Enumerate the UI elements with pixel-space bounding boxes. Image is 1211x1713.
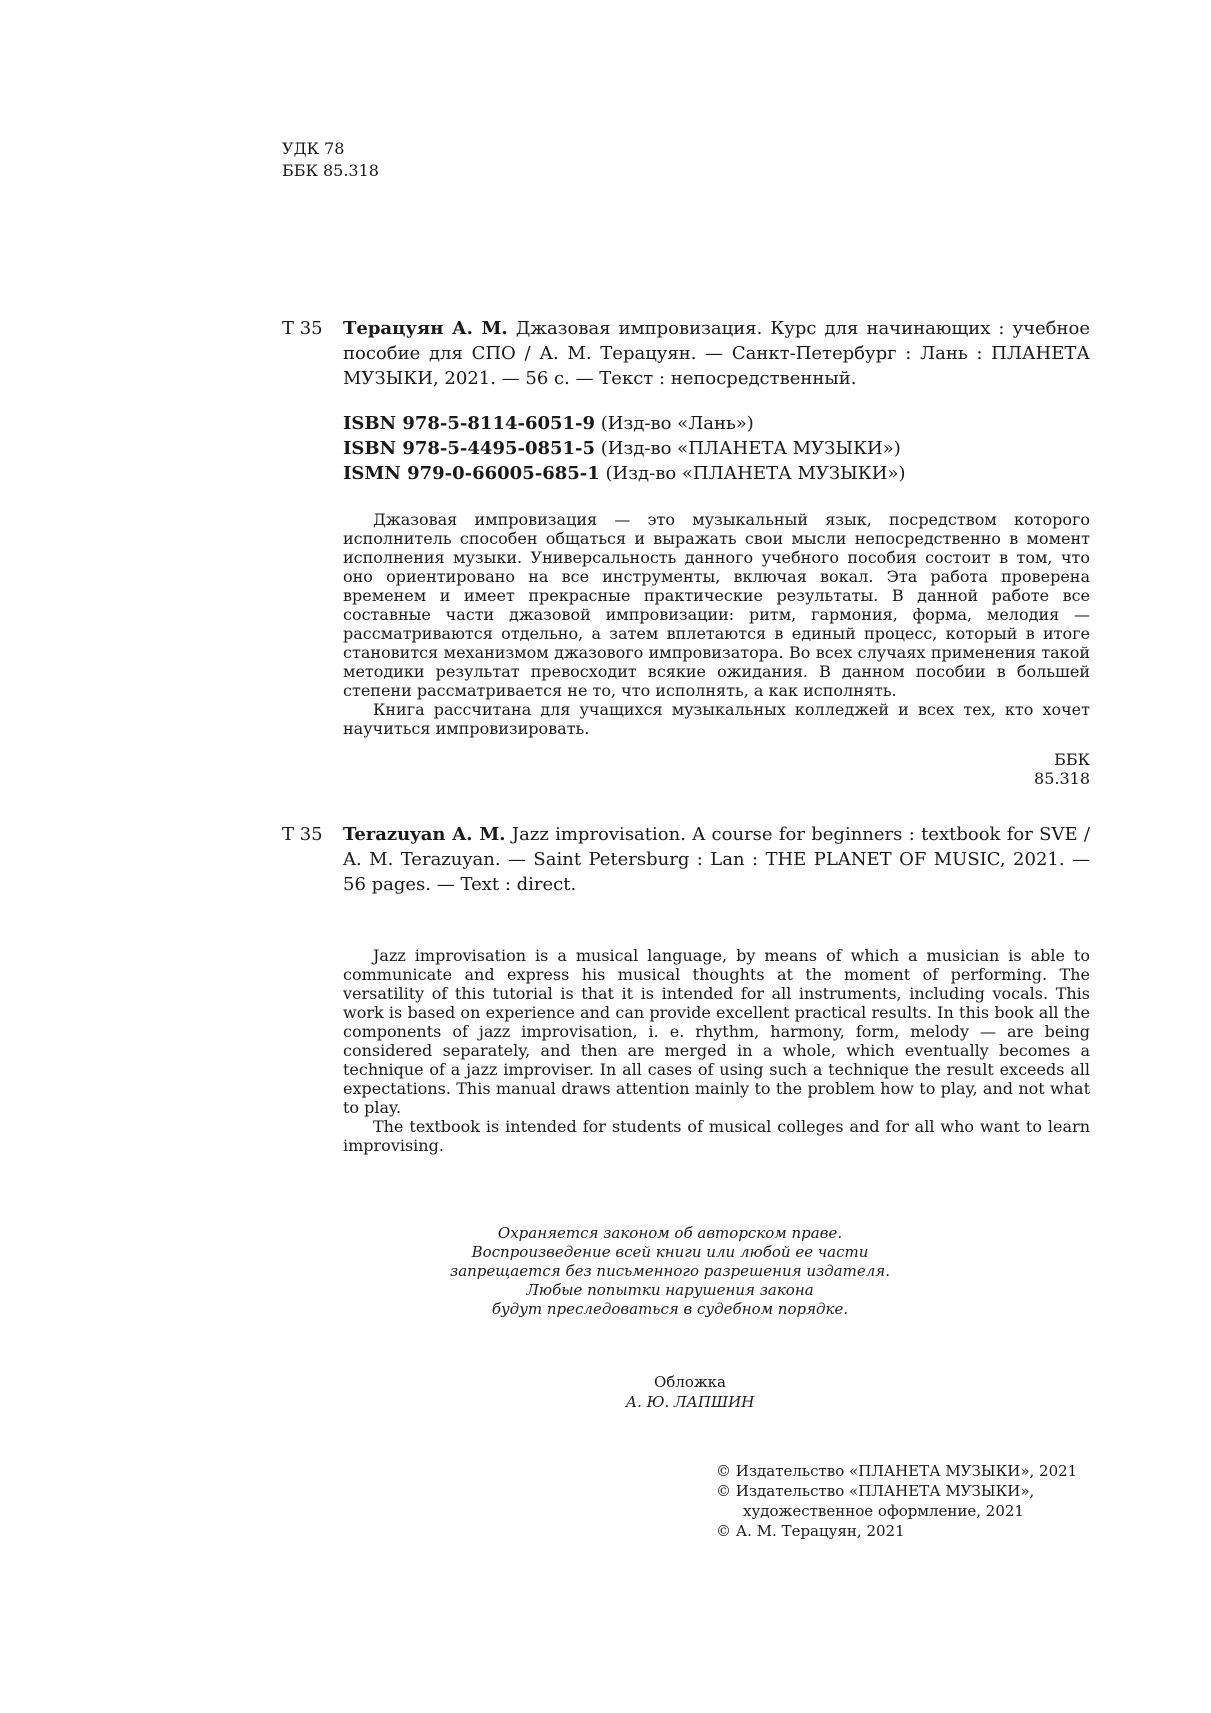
en-abstract (343, 946, 1090, 1155)
isbn-publisher: (Изд-во «ПЛАНЕТА МУЗЫКИ») (595, 438, 901, 459)
notice-line: Любые попытки нарушения закона (526, 1281, 814, 1299)
ru-bibliographic-entry (343, 316, 1090, 391)
isbn-publisher: (Изд-во «Лань») (595, 413, 754, 434)
isbn-line (343, 411, 905, 436)
ru-entry-text: Джазовая импровизация. Курс для начинающих : учебное пособие для СПО / А. М. Терацуян. — Санкт-Петербург : Лань : ПЛАНЕТА МУЗЫКИ, 2021. — 56 с. — Текст : непосредственный. (343, 318, 1090, 389)
en-author-code: Т 35 (282, 824, 323, 845)
ru-author-code: Т 35 (282, 318, 323, 339)
en-abstract-paragraph: The textbook is intended for students of musical colleges and for all who want to learn improvising. (343, 1117, 1090, 1155)
ismn-line (343, 461, 905, 486)
isbn-line (343, 436, 905, 461)
en-abstract-paragraph: Jazz improvisation is a musical language, by means of which a musician is able to communicate and express his musical thoughts at the moment of performing. The versatility of this tutorial is that it is intended for all instruments, including vocals. This work is based on experience and can provide excellent practical results. In this book all the components of jazz improvisation, i. e. rhythm, harmony, form, melody — are being considered separately, and then are merged in a whole, which eventually becomes a technique of a jazz improviser. In all cases of using such a technique the result exceeds all expectations. This manual draws attention mainly to the problem how to play, and not what to play. (343, 946, 1090, 1117)
notice-line: будут преследоваться в судебном порядке. (491, 1300, 849, 1318)
en-author-name: Terazuyan A. M. (343, 824, 506, 845)
udk-code: УДК 78 (282, 139, 345, 158)
ru-abstract-paragraph: Книга рассчитана для учащихся музыкальных колледжей и всех тех, кто хочет научиться импровизировать. (343, 700, 1090, 738)
notice-line: запрещается без письменного разрешения издателя. (450, 1262, 890, 1280)
cover-designer: А. Ю. ЛАПШИН (625, 1393, 755, 1411)
copyright-block (716, 1461, 1077, 1541)
isbn-code: ISBN 978-5-4495-0851-5 (343, 438, 596, 459)
notice-line: Воспроизведение всей книги или любой ее части (471, 1243, 869, 1261)
isbn-list (343, 411, 905, 486)
ru-author-name: Терацуян А. М. (343, 318, 508, 339)
en-bibliographic-entry (343, 822, 1090, 897)
en-entry-text: Jazz improvisation. A course for beginners : textbook for SVE / A. M. Terazuyan. — Saint Petersburg : Lan : THE PLANET OF MUSIC, 2021. — 56 pages. — Text : direct. (343, 824, 1090, 895)
ru-abstract (343, 510, 1090, 738)
isbn-code: ISBN 978-5-8114-6051-9 (343, 413, 596, 434)
bbk-code-right: ББК 85.318 (1034, 750, 1090, 788)
copyright-line: © Издательство «ПЛАНЕТА МУЗЫКИ», 2021 (716, 1462, 1078, 1480)
copyright-notice (430, 1224, 910, 1319)
bbk-code: ББК 85.318 (282, 161, 379, 180)
ismn-code: ISMN 979-0-66005-685-1 (343, 463, 600, 484)
notice-line: Охраняется законом об авторском праве. (497, 1224, 843, 1242)
ru-abstract-paragraph: Джазовая импровизация — это музыкальный язык, посредством которого исполнитель способен общаться и выражать свои мысли непосредственно в момент исполнения музыки. Универсальность данного учебного пособия состоит в том, что оно ориентировано на все инструменты, включая вокал. Эта работа проверена временем и имеет прекрасные практические результаты. В данной работе все составные части джазовой импровизации: ритм, гармония, форма, мелодия — рассматриваются отдельно, а затем вплетаются в единый процесс, который в итоге становится механизмом джазового импровизатора. Во всех случаях применения такой методики результат превосходит всякие ожидания. В данном пособии в большей степени рассматривается не то, что исполнять, а как исполнять. (343, 510, 1090, 700)
cover-credit (560, 1372, 820, 1412)
copyright-line: © А. М. Терацуян, 2021 (716, 1522, 905, 1540)
ismn-publisher: (Изд-во «ПЛАНЕТА МУЗЫКИ») (599, 463, 906, 484)
cover-label: Обложка (653, 1373, 726, 1391)
copyright-line: © Издательство «ПЛАНЕТА МУЗЫКИ», (716, 1482, 1035, 1500)
classification-header (282, 138, 379, 182)
copyright-line: художественное оформление, 2021 (743, 1502, 1024, 1520)
